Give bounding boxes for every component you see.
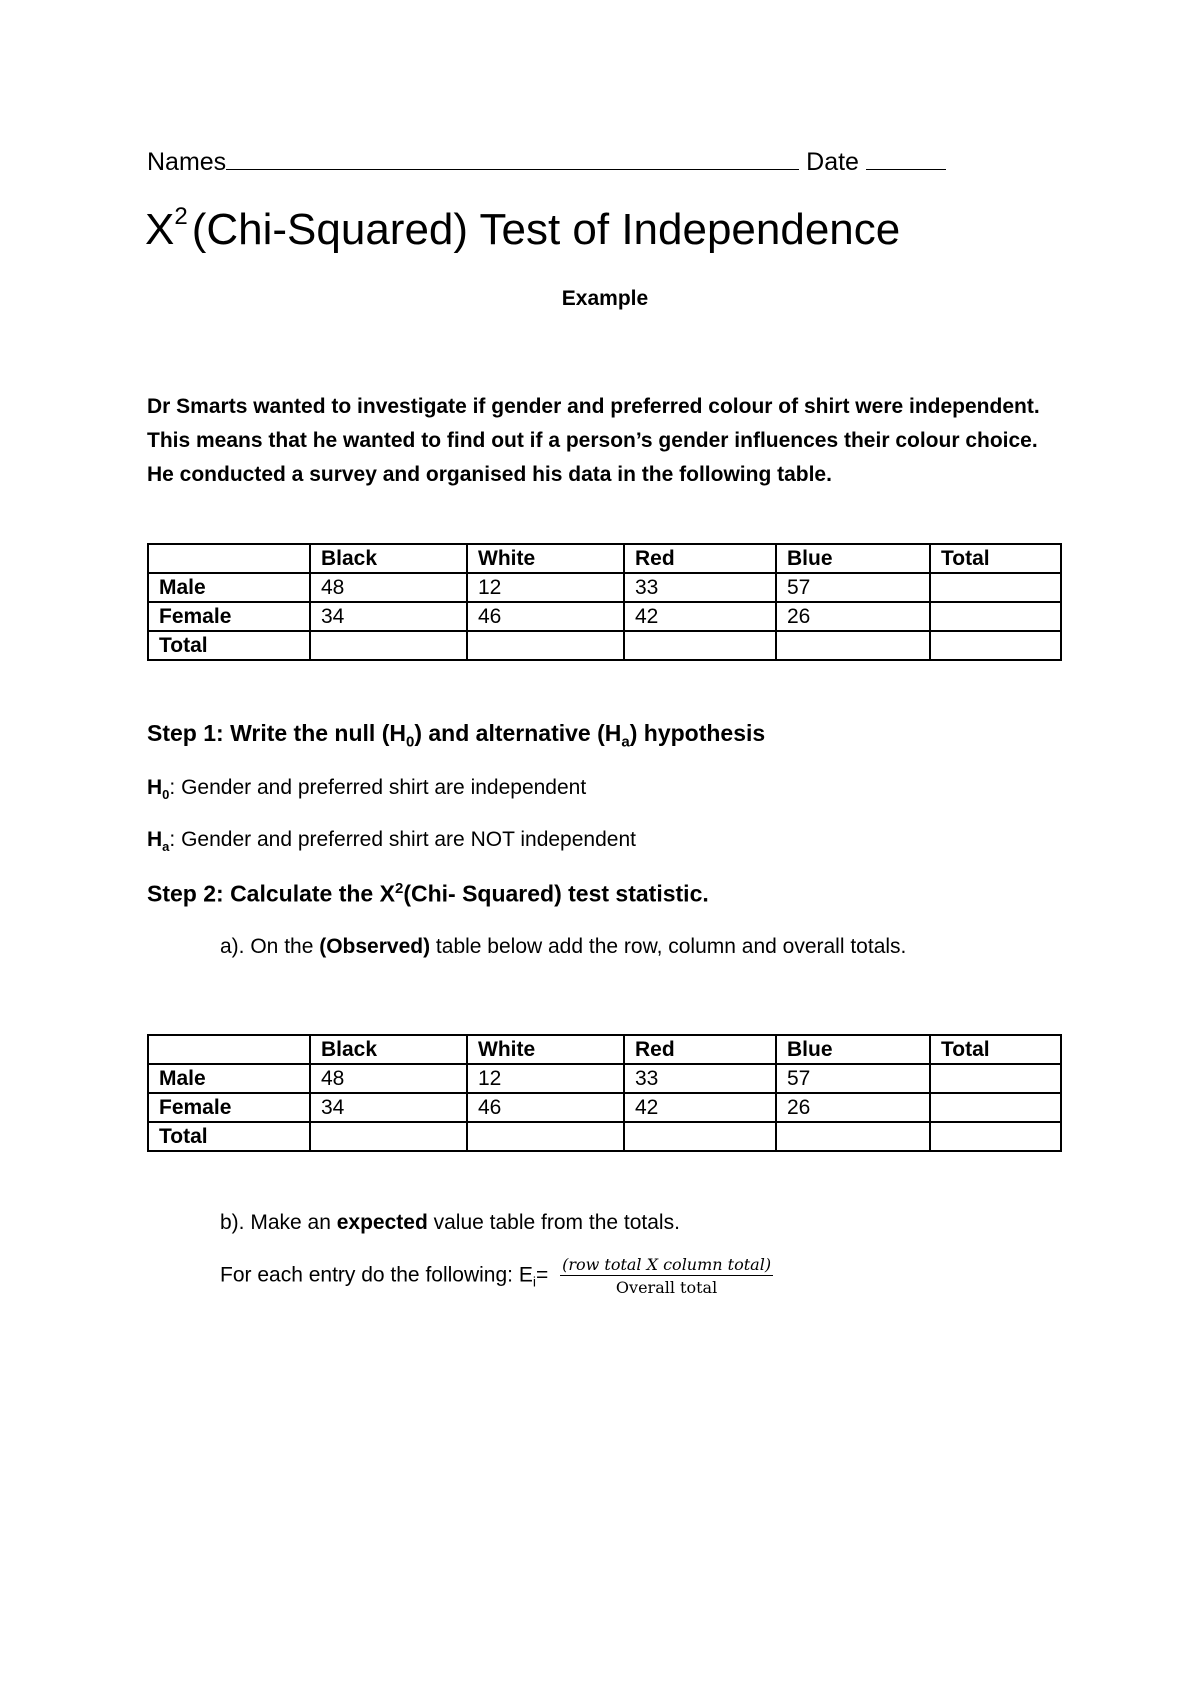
- table-cell-blank[interactable]: [930, 602, 1061, 631]
- title-superscript: 2: [174, 203, 188, 231]
- page-title: [145, 205, 900, 255]
- subtitle-example: Example: [561, 287, 649, 310]
- row-label: Total: [148, 1122, 310, 1151]
- part-a-prefix: a). On the: [220, 935, 320, 958]
- table-header-cell: Total: [930, 544, 1061, 573]
- table-header-cell: Blue: [776, 1035, 930, 1064]
- part-b-instruction: [220, 1211, 680, 1235]
- step1-heading: [147, 720, 765, 751]
- table-cell: 46: [467, 602, 624, 631]
- table-cell: 33: [624, 1064, 776, 1093]
- row-label: Total: [148, 631, 310, 660]
- table-row: [148, 631, 1061, 660]
- step2-heading: [147, 880, 709, 908]
- date-blank[interactable]: [866, 168, 946, 170]
- row-label: Male: [148, 1064, 310, 1093]
- table-cell-blank[interactable]: [310, 631, 467, 660]
- table-cell-blank[interactable]: [930, 631, 1061, 660]
- table-header-row: [148, 1035, 1061, 1064]
- table-cell: 48: [310, 573, 467, 602]
- table-header-cell: Total: [930, 1035, 1061, 1064]
- h0-label: H: [147, 776, 163, 799]
- step1-middle: ) and alternative (H: [414, 720, 622, 746]
- date-label: Date: [806, 148, 859, 176]
- table-header-cell: Blue: [776, 544, 930, 573]
- table-header-cell: Red: [624, 544, 776, 573]
- part-a-suffix: table below add the row, column and overall totals.: [430, 935, 907, 958]
- table-cell-blank[interactable]: [467, 631, 624, 660]
- table-cell: 57: [776, 573, 930, 602]
- table-cell-blank[interactable]: [930, 1093, 1061, 1122]
- table-header-row: [148, 544, 1061, 573]
- table-cell-blank[interactable]: [930, 573, 1061, 602]
- formula-denominator: Overall total: [615, 1278, 718, 1297]
- step2-superscript: 2: [394, 880, 404, 897]
- table-cell: 42: [624, 1093, 776, 1122]
- table-row: [148, 1093, 1061, 1122]
- step2-prefix: Step 2: Calculate the X: [147, 880, 395, 907]
- table-header-cell: [148, 1035, 310, 1064]
- table-cell-blank[interactable]: [930, 1122, 1061, 1151]
- title-text: (Chi-Squared) Test of Independence: [191, 205, 901, 254]
- part-b-prefix: b). Make an: [220, 1211, 337, 1234]
- h0-text: : Gender and preferred shirt are independent: [169, 776, 587, 799]
- step1-suffix: ) hypothesis: [629, 720, 766, 746]
- table-cell-blank[interactable]: [624, 1122, 776, 1151]
- ha-subscript: a: [162, 839, 170, 855]
- table-header-cell: White: [467, 1035, 624, 1064]
- part-a-instruction: [220, 935, 906, 959]
- formula-lead: For each entry do the following: E: [220, 1263, 533, 1287]
- observed-table: [147, 1034, 1062, 1152]
- names-date-line: [147, 148, 946, 177]
- step1-null-subscript: 0: [405, 733, 415, 751]
- title-symbol: X: [145, 205, 175, 254]
- step1-alt-subscript: a: [621, 733, 630, 751]
- part-b-bold: expected: [336, 1211, 428, 1234]
- row-label: Female: [148, 602, 310, 631]
- table-cell: 42: [624, 602, 776, 631]
- names-blank[interactable]: [226, 168, 799, 170]
- formula-equals: =: [535, 1263, 549, 1287]
- intro-paragraph: Dr Smarts wanted to investigate if gender and preferred colour of shirt were independent. This means that he wanted to find out if a person’s gender influences their colour choice. He conducted a survey and organised his data in the following table.: [147, 395, 1040, 486]
- table-cell-blank[interactable]: [624, 631, 776, 660]
- table-row: [148, 1064, 1061, 1093]
- formula-numerator: (row total X column total): [562, 1255, 772, 1274]
- table-row: [148, 602, 1061, 631]
- table-row: [148, 573, 1061, 602]
- table-header-cell: Red: [624, 1035, 776, 1064]
- formula-subscript: i: [532, 1273, 536, 1290]
- table-cell: 26: [776, 602, 930, 631]
- table-header-cell: Black: [310, 544, 467, 573]
- step2-suffix: (Chi- Squared) test statistic.: [403, 880, 709, 907]
- table-cell: 12: [467, 573, 624, 602]
- ha-label: H: [147, 828, 163, 851]
- table-row: [148, 1122, 1061, 1151]
- table-cell: 33: [624, 573, 776, 602]
- part-b-suffix: value table from the totals.: [427, 1211, 680, 1234]
- table-cell: 26: [776, 1093, 930, 1122]
- table-cell: 57: [776, 1064, 930, 1093]
- table-cell-blank[interactable]: [467, 1122, 624, 1151]
- row-label: Female: [148, 1093, 310, 1122]
- names-label: Names: [147, 148, 227, 176]
- data-table-1: [147, 543, 1062, 661]
- formula-fraction: [560, 1255, 773, 1297]
- table-header-cell: [148, 544, 310, 573]
- step1-prefix: Step 1: Write the null (H: [147, 720, 406, 746]
- row-label: Male: [148, 573, 310, 602]
- ha-text: : Gender and preferred shirt are NOT independent: [169, 828, 636, 851]
- h0-subscript: 0: [162, 787, 170, 803]
- table-cell-blank[interactable]: [310, 1122, 467, 1151]
- table-cell-blank[interactable]: [776, 1122, 930, 1151]
- table-cell: 48: [310, 1064, 467, 1093]
- null-hypothesis: [147, 776, 586, 802]
- table-cell: 34: [310, 1093, 467, 1122]
- expected-formula: [220, 1255, 773, 1297]
- table-cell: 12: [467, 1064, 624, 1093]
- alt-hypothesis: [147, 828, 636, 854]
- table-header-cell: Black: [310, 1035, 467, 1064]
- table-cell: 34: [310, 602, 467, 631]
- table-header-cell: White: [467, 544, 624, 573]
- table-cell-blank[interactable]: [930, 1064, 1061, 1093]
- part-a-bold: (Observed): [319, 935, 431, 958]
- table-cell: 46: [467, 1093, 624, 1122]
- table-cell-blank[interactable]: [776, 631, 930, 660]
